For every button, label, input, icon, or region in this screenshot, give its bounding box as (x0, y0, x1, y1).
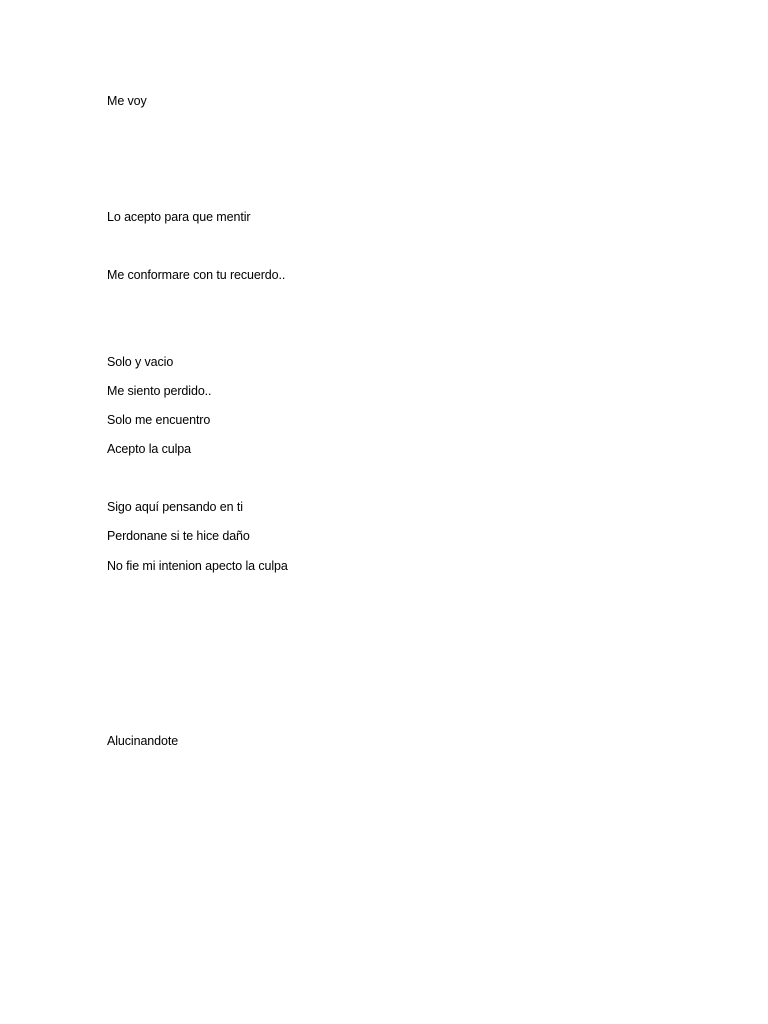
text-line-ending: Alucinandote (107, 734, 179, 748)
text-line: Solo y vacio (107, 355, 174, 369)
text-line: Me conformare con tu recuerdo.. (107, 268, 286, 282)
text-line: No fie mi intenion apecto la culpa (107, 559, 288, 573)
text-line: Sigo aquí pensando en ti (107, 500, 243, 514)
text-line: Solo me encuentro (107, 413, 211, 427)
text-line: Perdonane si te hice daño (107, 529, 250, 543)
text-line: Lo acepto para que mentir (107, 210, 251, 224)
text-line: Acepto la culpa (107, 442, 191, 456)
text-line: Me siento perdido.. (107, 384, 212, 398)
text-line-title: Me voy (107, 94, 147, 108)
